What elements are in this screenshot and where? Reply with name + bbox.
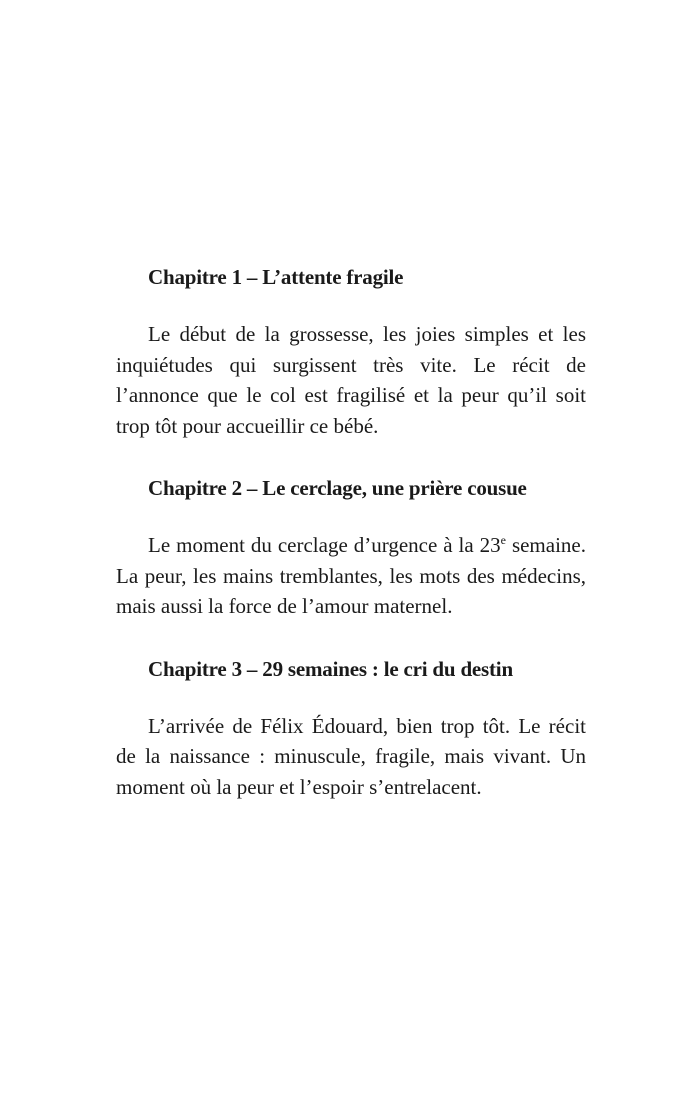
chapter-1 xyxy=(116,262,586,441)
chapter-2-body-start: Le moment du cerclage d’urgence à la 23 xyxy=(148,533,501,557)
chapter-3 xyxy=(116,654,586,803)
chapter-3-body: L’arrivée de Félix Édouard, bien trop tôt. Le récit de la naissance : minuscule, fragile, mais vivant. Un moment où la peur et l’espoir s’entrelacent. xyxy=(116,713,586,799)
chapter-1-title: Chapitre 1 – L’attente fragile xyxy=(148,265,404,289)
chapter-2-body xyxy=(116,530,586,622)
book-page xyxy=(116,262,586,834)
chapter-2 xyxy=(116,473,586,622)
chapter-2-body-end: semaine. La peur, les mains tremblantes, les mots des médecins, mais aussi la force de l’amour maternel. xyxy=(116,533,586,618)
chapter-1-body: Le début de la grossesse, les joies simples et les inquiétudes qui surgissent très vite. Le récit de l’annonce que le col est fragilisé et la peur qu’il soit trop tôt pour accueillir ce bébé. xyxy=(116,322,586,438)
chapter-2-title: Chapitre 2 – Le cerclage, une prière cousue xyxy=(148,476,527,500)
chapter-3-title: Chapitre 3 – 29 semaines : le cri du destin xyxy=(148,656,513,681)
chapter-2-ordinal-suffix: e xyxy=(500,533,506,547)
